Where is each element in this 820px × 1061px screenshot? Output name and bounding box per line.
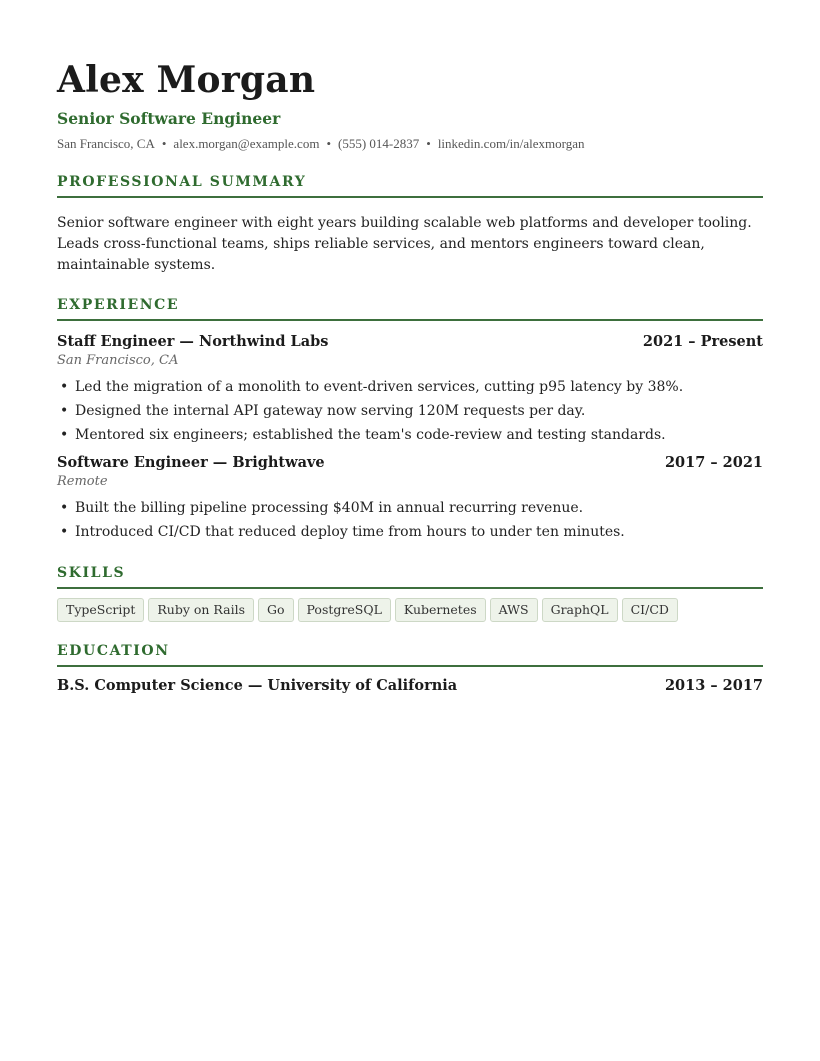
skill-tag: CI/CD: [622, 598, 678, 622]
bullet-text: Built the billing pipeline processing $40M in annual recurring revenue.: [75, 500, 584, 516]
contact-email[interactable]: alex.morgan@example.com: [173, 136, 320, 151]
contact-separator: •: [161, 136, 167, 151]
bullet-item: [57, 423, 763, 447]
job-dates: 2021 – Present: [642, 333, 763, 350]
bullet-item: [57, 399, 763, 423]
skills-heading: SKILLS: [57, 564, 763, 589]
summary-section: [57, 173, 763, 276]
skills-list: [57, 598, 763, 622]
experience-heading: EXPERIENCE: [57, 296, 763, 321]
contact-line: [57, 135, 763, 153]
bullet-text: Introduced CI/CD that reduced deploy time from hours to under ten minutes.: [75, 524, 625, 540]
education-dates: 2013 – 2017: [664, 677, 763, 694]
summary-text: Senior software engineer with eight years building scalable web platforms and developer tooling. Leads cross-functional teams, ships reliable services, and mentors engineers toward clean, maintainable systems.: [57, 215, 752, 273]
job-dates: 2017 – 2021: [664, 454, 763, 471]
skill-tag: PostgreSQL: [298, 598, 391, 622]
job-role: Software Engineer — Brightwave: [57, 454, 325, 471]
education-degree: B.S. Computer Science — University of California: [57, 677, 458, 694]
job-header: [57, 453, 763, 473]
job-entry: [57, 453, 763, 544]
skill-tag: AWS: [490, 598, 538, 622]
bullet-text: Designed the internal API gateway now serving 120M requests per day.: [75, 403, 586, 419]
skill-tag: Kubernetes: [395, 598, 486, 622]
skills-section: [57, 564, 763, 622]
job-role: Staff Engineer — Northwind Labs: [57, 333, 329, 350]
candidate-title: Senior Software Engineer: [57, 109, 281, 128]
contact-phone[interactable]: (555) 014-2837: [338, 136, 420, 151]
bullet-text: Mentored six engineers; established the team's code-review and testing standards.: [75, 427, 666, 443]
experience-section: [57, 296, 763, 544]
job-entry: [57, 332, 763, 447]
contact-linkedin[interactable]: linkedin.com/in/alexmorgan: [437, 136, 585, 151]
job-header: [57, 332, 763, 352]
bullet-item: [57, 496, 763, 520]
job-location: Remote: [57, 474, 108, 489]
bullet-dot-icon: •: [60, 524, 69, 540]
bullet-dot-icon: •: [60, 403, 69, 419]
bullet-dot-icon: •: [60, 427, 69, 443]
bullet-item: [57, 375, 763, 399]
contact-separator: •: [326, 136, 331, 151]
summary-heading: PROFESSIONAL SUMMARY: [57, 173, 763, 198]
job-bullets: [57, 496, 763, 544]
bullet-dot-icon: •: [60, 379, 69, 395]
skill-tag: Go: [258, 598, 294, 622]
job-location: San Francisco, CA: [57, 353, 179, 368]
education-heading: EDUCATION: [57, 642, 763, 667]
education-entry: [57, 676, 763, 696]
candidate-name: Alex Morgan: [57, 59, 316, 101]
contact-location: San Francisco, CA: [57, 136, 155, 151]
bullet-dot-icon: •: [60, 500, 69, 516]
bullet-item: [57, 520, 763, 544]
skill-tag: Ruby on Rails: [148, 598, 254, 622]
education-section: [57, 642, 763, 696]
skill-tag: GraphQL: [542, 598, 618, 622]
contact-separator: •: [426, 136, 431, 151]
job-bullets: [57, 375, 763, 447]
skill-tag: TypeScript: [57, 598, 144, 622]
resume-header: [57, 60, 763, 153]
bullet-text: Led the migration of a monolith to event-driven services, cutting p95 latency by 38%.: [75, 379, 684, 395]
